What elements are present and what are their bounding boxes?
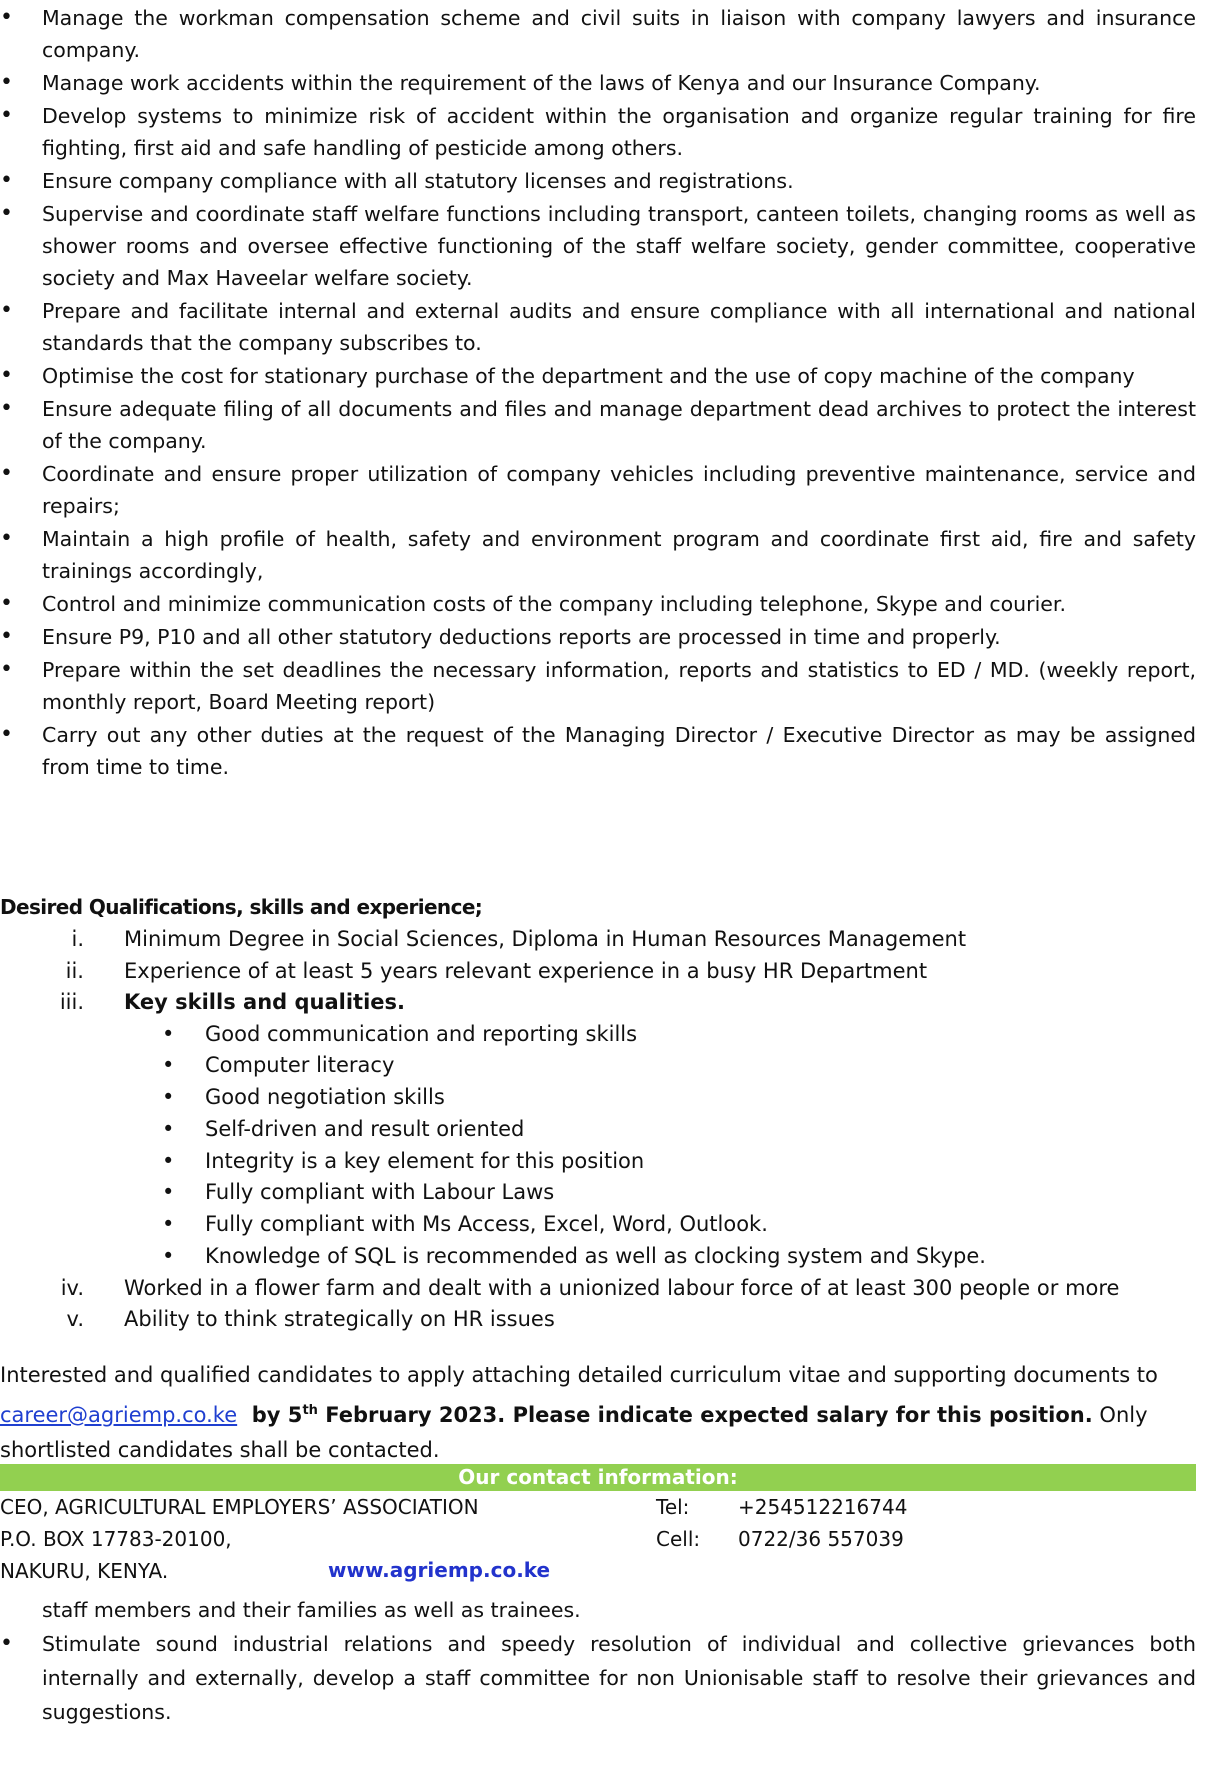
item-number: iv. [60, 1275, 84, 1300]
qualification-item [0, 956, 1196, 988]
tel-number: +254512216744 [738, 1495, 908, 1519]
contact-box: P.O. BOX 17783-20100, [0, 1527, 232, 1551]
cell-number: 0722/36 557039 [738, 1527, 904, 1551]
qualifications-list [0, 924, 1196, 1336]
duty-item: • Ensure company compliance with all statutory licenses and registrations. [0, 165, 1196, 197]
duty-item: • Manage the workman compensation scheme and civil suits in liaison with company lawyers and insurance company. [0, 2, 1196, 66]
duty-item: • Manage work accidents within the requirement of the laws of Kenya and our Insurance Company. [0, 67, 1196, 99]
apply-intro: Interested and qualified candidates to apply attaching detailed curriculum vitae and supporting documents to [0, 1363, 1158, 1387]
duty-item: • Control and minimize communication costs of the company including telephone, Skype and courier. [0, 588, 1196, 620]
duty-item: • Maintain a high profile of health, safety and environment program and coordinate first aid, fire and safety trainings accordingly, [0, 523, 1196, 587]
item-number: ii. [65, 958, 84, 983]
contact-heading-bar: Our contact information: [0, 1464, 1196, 1491]
skill-item: • Computer literacy [124, 1050, 1196, 1082]
website-link[interactable]: www.agriemp.co.ke [328, 1558, 551, 1582]
apply-by: by 5 [237, 1403, 303, 1427]
qualifications-heading: Desired Qualifications, skills and experience; [0, 895, 483, 919]
cell-label: Cell: [656, 1527, 701, 1551]
date-suffix: th [302, 1403, 318, 1418]
skill-item: • Integrity is a key element for this position [124, 1146, 1196, 1178]
item-text: Key skills and qualities. [124, 990, 405, 1014]
duty-item: • Prepare and facilitate internal and external audits and ensure compliance with all international and national standards that the company subscribes to. [0, 295, 1196, 359]
continued-line: staff members and their families as well as trainees. [42, 1598, 581, 1622]
skills-list [0, 1019, 1196, 1273]
duty-item: • Develop systems to minimize risk of accident within the organisation and organize regular training for fire fighting, first aid and safe handling of pesticide among others. [0, 100, 1196, 164]
contact-org: CEO, AGRICULTURAL EMPLOYERS’ ASSOCIATION [0, 1495, 479, 1519]
skill-item: • Self-driven and result oriented [124, 1114, 1196, 1146]
item-number: i. [71, 927, 84, 951]
duty-item: • Supervise and coordinate staff welfare functions including transport, canteen toilets, changing rooms as well as shower rooms and oversee effective functioning of the staff welfare society, gender committee, cooperative society and Max Haveelar welfare society. [0, 198, 1196, 294]
item-text: Ability to think strategically on HR issues [124, 1307, 555, 1332]
duty-item: • Ensure adequate filing of all documents and files and manage department dead archives to protect the interest of the company. [0, 393, 1196, 457]
qualification-item [0, 1304, 1196, 1336]
item-number: v. [66, 1307, 84, 1332]
qualification-item [0, 987, 1196, 1019]
continued-duties [0, 1593, 1196, 1729]
duties-list [0, 2, 1196, 784]
item-text: Experience of at least 5 years relevant experience in a busy HR Department [124, 958, 928, 983]
duty-item: • Ensure P9, P10 and all other statutory deductions reports are processed in time and properly. [0, 621, 1196, 653]
qualification-item [0, 1273, 1196, 1305]
apply-tail: Only shortlisted candidates shall be contacted. [0, 1403, 1148, 1462]
skill-item: • Fully compliant with Labour Laws [124, 1177, 1196, 1209]
contact-city: NAKURU, KENYA. [0, 1559, 169, 1583]
apply-deadline: February 2023. Please indicate expected salary for this position. [317, 1403, 1093, 1427]
skill-item: • Good negotiation skills [124, 1082, 1196, 1114]
email-link[interactable]: career@agriemp.co.ke [0, 1403, 238, 1427]
skill-item: • Knowledge of SQL is recommended as well as clocking system and Skype. [124, 1241, 1196, 1273]
duty-item: • Coordinate and ensure proper utilization of company vehicles including preventive maintenance, service and repairs; [0, 458, 1196, 522]
item-text: Minimum Degree in Social Sciences, Diploma in Human Resources Management [124, 927, 967, 951]
duty-item: • Optimise the cost for stationary purchase of the department and the use of copy machine of the company [0, 360, 1196, 392]
skill-item: • Fully compliant with Ms Access, Excel, Word, Outlook. [124, 1209, 1196, 1241]
duty-item: • Prepare within the set deadlines the necessary information, reports and statistics to ED / MD. (weekly report, monthly report, Board Meeting report) [0, 654, 1196, 718]
qualification-item [0, 924, 1196, 956]
duty-item: • Stimulate sound industrial relations and speedy resolution of individual and collective grievances both internally and externally, develop a staff committee for non Unionisable staff to resolve their grievances and suggestions. [0, 1627, 1196, 1729]
item-number: iii. [59, 990, 84, 1014]
item-text: Worked in a flower farm and dealt with a unionized labour force of at least 300 people or more [124, 1275, 1120, 1300]
application-instructions [0, 1358, 1196, 1468]
duty-item: • Carry out any other duties at the request of the Managing Director / Executive Director as may be assigned from time to time. [0, 719, 1196, 783]
skills-group [0, 1019, 1196, 1273]
tel-label: Tel: [656, 1495, 690, 1519]
skill-item: • Good communication and reporting skills [124, 1019, 1196, 1051]
